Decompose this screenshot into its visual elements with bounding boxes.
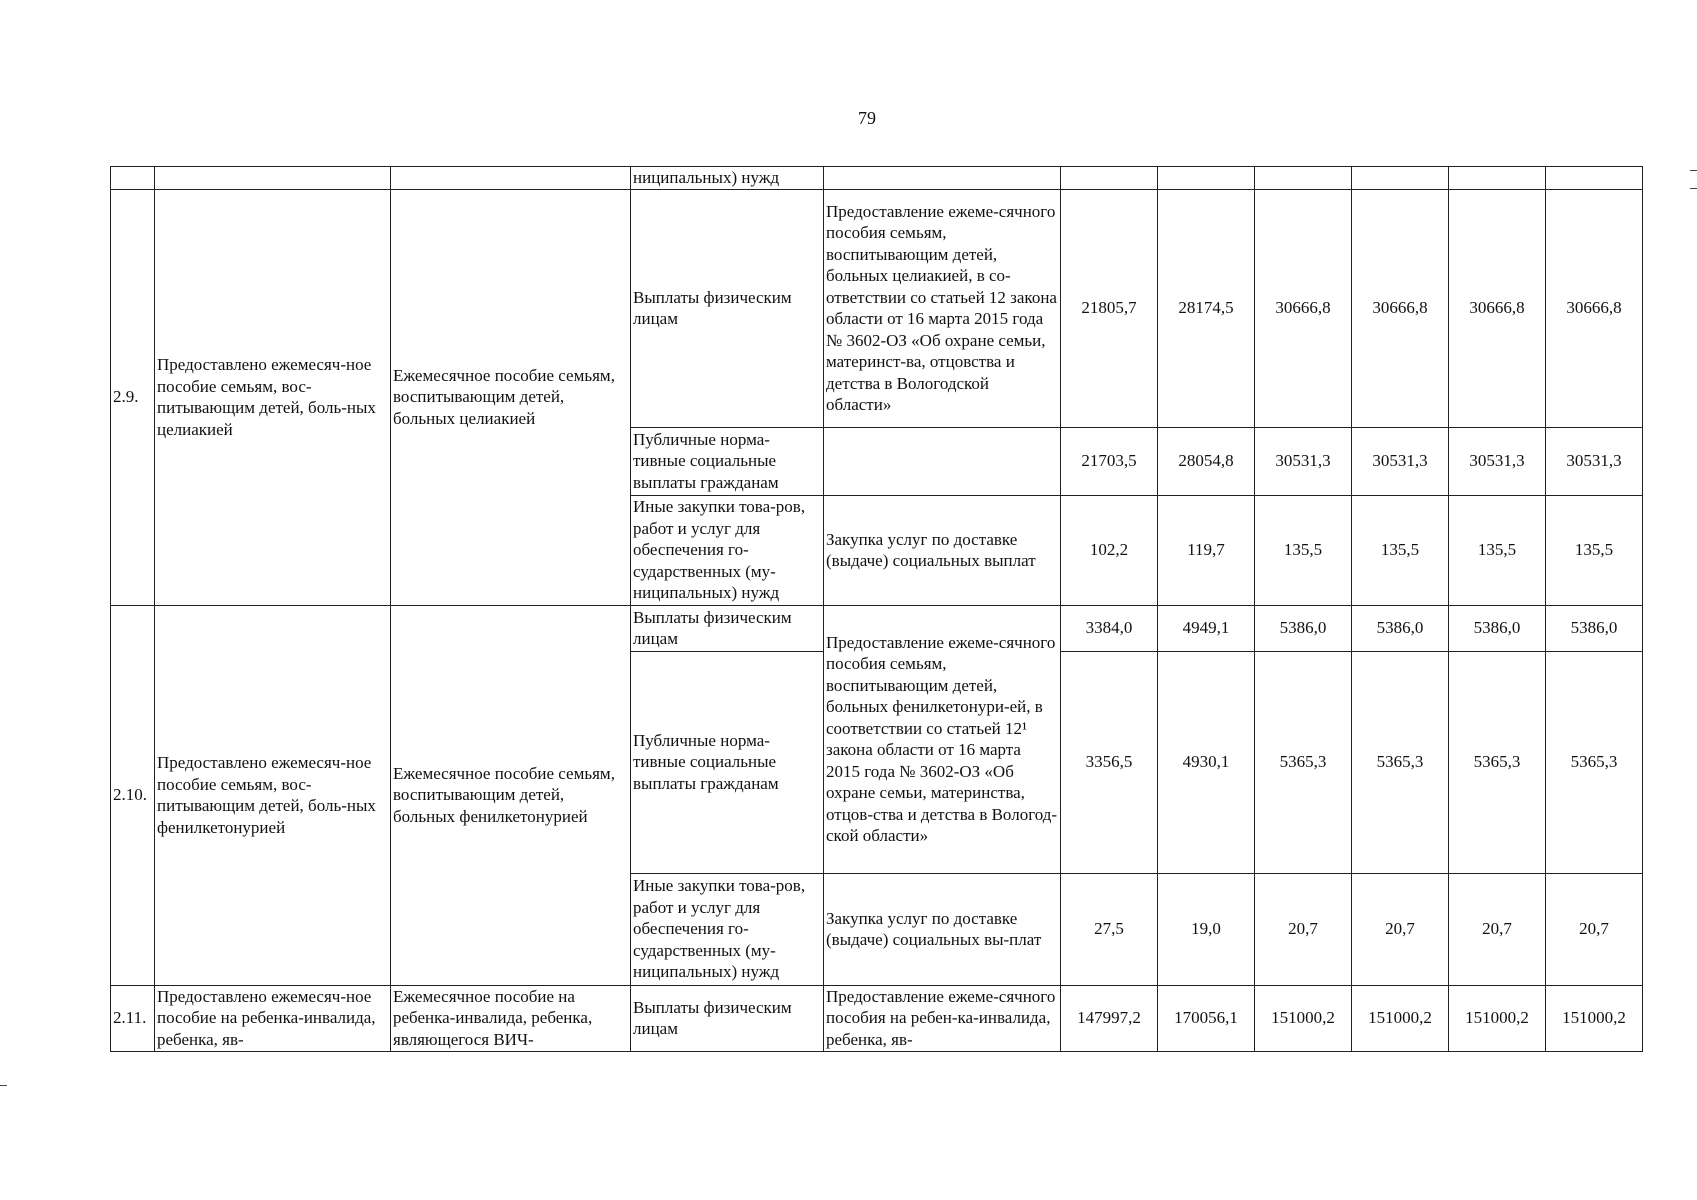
value-cell: 19,0 bbox=[1158, 873, 1255, 985]
value-cell: 28174,5 bbox=[1158, 189, 1255, 427]
value-cell: 5365,3 bbox=[1546, 651, 1643, 873]
table-row bbox=[111, 605, 1643, 651]
value-cell: 21805,7 bbox=[1061, 189, 1158, 427]
value-cell: 135,5 bbox=[1546, 495, 1643, 605]
section-index: 2.11. bbox=[111, 985, 155, 1051]
value-cell: 5386,0 bbox=[1449, 605, 1546, 651]
measure-cell: Ежемесячное пособие семьям, воспитывающим детей, больных целиакией bbox=[391, 189, 631, 605]
expense-type-cell: Публичные норма-тивные социальные выплаты гражданам bbox=[631, 427, 824, 495]
value-cell: 147997,2 bbox=[1061, 985, 1158, 1051]
expense-type-cell: Выплаты физическим лицам bbox=[631, 605, 824, 651]
value-cell: 20,7 bbox=[1255, 873, 1352, 985]
measure-cell: Ежемесячное пособие на ребенка-инвалида, ребенка, являющегося ВИЧ- bbox=[391, 985, 631, 1051]
table-row bbox=[111, 985, 1643, 1051]
value-cell: 135,5 bbox=[1449, 495, 1546, 605]
value-cell: 27,5 bbox=[1061, 873, 1158, 985]
value-cell: 4930,1 bbox=[1158, 651, 1255, 873]
value-cell: 20,7 bbox=[1449, 873, 1546, 985]
expense-type-cell: Выплаты физическим лицам bbox=[631, 985, 824, 1051]
scan-edge-mark bbox=[1690, 188, 1697, 189]
table-row bbox=[111, 189, 1643, 427]
value-cell: 5386,0 bbox=[1352, 605, 1449, 651]
result-cell: Предоставлено ежемесяч-ное пособие семьям, вос-питывающим детей, боль-ных целиакией bbox=[155, 189, 391, 605]
value-cell: 151000,2 bbox=[1352, 985, 1449, 1051]
value-cell: 3356,5 bbox=[1061, 651, 1158, 873]
value-cell: 151000,2 bbox=[1546, 985, 1643, 1051]
value-cell: 170056,1 bbox=[1158, 985, 1255, 1051]
value-cell: 5386,0 bbox=[1255, 605, 1352, 651]
expense-type-cell: Публичные норма-тивные социальные выплаты гражданам bbox=[631, 651, 824, 873]
value-cell: 151000,2 bbox=[1255, 985, 1352, 1051]
expense-type-cell: ниципальных) нужд bbox=[631, 167, 824, 190]
value-cell: 5386,0 bbox=[1546, 605, 1643, 651]
value-cell: 151000,2 bbox=[1449, 985, 1546, 1051]
value-cell: 30666,8 bbox=[1255, 189, 1352, 427]
measure-cell: Ежемесячное пособие семьям, воспитывающим детей, больных фенилкетонурией bbox=[391, 605, 631, 985]
value-cell: 30531,3 bbox=[1255, 427, 1352, 495]
value-cell: 20,7 bbox=[1352, 873, 1449, 985]
page-number: 79 bbox=[858, 108, 876, 128]
section-index: 2.10. bbox=[111, 605, 155, 985]
budget-table bbox=[110, 166, 1643, 1052]
description-cell: Предоставление ежеме-сячного пособия на ребен-ка-инвалида, ребенка, яв- bbox=[824, 985, 1061, 1051]
value-cell: 5365,3 bbox=[1255, 651, 1352, 873]
value-cell: 30531,3 bbox=[1352, 427, 1449, 495]
value-cell: 30666,8 bbox=[1546, 189, 1643, 427]
result-cell: Предоставлено ежемесяч-ное пособие на ребенка-инвалида, ребенка, яв- bbox=[155, 985, 391, 1051]
value-cell: 30531,3 bbox=[1546, 427, 1643, 495]
value-cell: 135,5 bbox=[1255, 495, 1352, 605]
value-cell: 5365,3 bbox=[1449, 651, 1546, 873]
description-cell bbox=[824, 427, 1061, 495]
result-cell: Предоставлено ежемесяч-ное пособие семьям, вос-питывающим детей, боль-ных фенилкетонурией bbox=[155, 605, 391, 985]
table-row-continuation bbox=[111, 167, 1643, 190]
value-cell: 4949,1 bbox=[1158, 605, 1255, 651]
value-cell: 5365,3 bbox=[1352, 651, 1449, 873]
value-cell: 30666,8 bbox=[1352, 189, 1449, 427]
value-cell: 119,7 bbox=[1158, 495, 1255, 605]
scan-edge-mark bbox=[1690, 170, 1697, 171]
value-cell: 28054,8 bbox=[1158, 427, 1255, 495]
value-cell: 20,7 bbox=[1546, 873, 1643, 985]
value-cell: 135,5 bbox=[1352, 495, 1449, 605]
description-cell: Закупка услуг по доставке (выдаче) социальных вы-плат bbox=[824, 873, 1061, 985]
value-cell: 30666,8 bbox=[1449, 189, 1546, 427]
value-cell: 21703,5 bbox=[1061, 427, 1158, 495]
value-cell: 30531,3 bbox=[1449, 427, 1546, 495]
expense-type-cell: Иные закупки това-ров, работ и услуг для обеспечения го-сударственных (му-ниципальных) нужд bbox=[631, 873, 824, 985]
description-cell: Закупка услуг по доставке (выдаче) социальных выплат bbox=[824, 495, 1061, 605]
description-cell: Предоставление ежеме-сячного пособия семьям, воспитывающим детей, больных фенилкетонури-ей, в соответствии со статьей 12¹ закона области от 16 марта 2015 года № 3602-ОЗ «Об охране семьи, материнства, отцов-ства и детства в Вологод-ской области» bbox=[824, 605, 1061, 873]
value-cell: 102,2 bbox=[1061, 495, 1158, 605]
scan-edge-mark bbox=[0, 1085, 7, 1086]
description-cell: Предоставление ежеме-сячного пособия семьям, воспитывающим детей, больных целиакией, в со-ответствии со статьей 12 закона области от 16 марта 2015 года № 3602-ОЗ «Об охране семьи, материнст-ва, отцовства и детства в Вологодской области» bbox=[824, 189, 1061, 427]
expense-type-cell: Иные закупки това-ров, работ и услуг для обеспечения го-сударственных (му-ниципальных) нужд bbox=[631, 495, 824, 605]
expense-type-cell: Выплаты физическим лицам bbox=[631, 189, 824, 427]
value-cell: 3384,0 bbox=[1061, 605, 1158, 651]
section-index: 2.9. bbox=[111, 189, 155, 605]
